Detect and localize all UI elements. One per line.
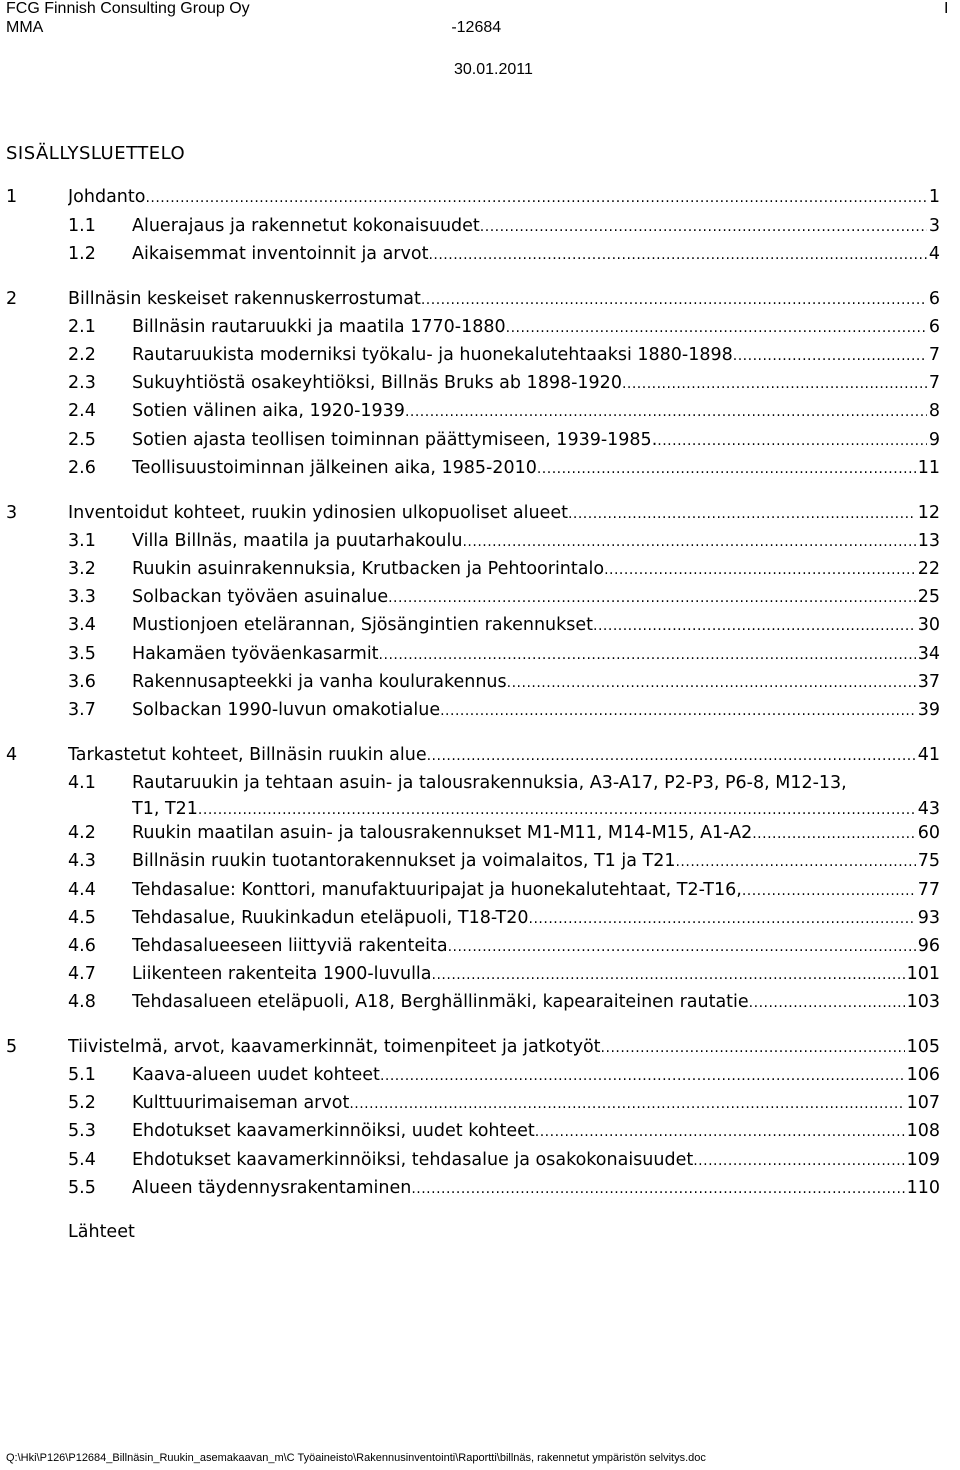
toc-entry-number: 2.5 (68, 430, 96, 450)
toc-section-entry[interactable] (0, 314, 960, 340)
toc-dot-leader (604, 557, 916, 583)
toc-page-number: 105 (906, 1037, 940, 1057)
toc-chapter-entry[interactable] (0, 500, 960, 526)
toc-dot-leader (529, 906, 916, 932)
toc-title: SISÄLLYSLUETTELO (6, 143, 186, 164)
toc-section-entry[interactable] (0, 697, 960, 723)
document-number: -12684 (451, 19, 502, 36)
toc-section-entry[interactable] (0, 1147, 960, 1173)
toc-entry-title: Rakennusapteekki ja vanha koulurakennus (132, 672, 507, 692)
toc-page-number: 6 (928, 289, 940, 309)
toc-page-number: 109 (906, 1150, 940, 1170)
toc-entry-number: 5.1 (68, 1065, 96, 1085)
toc-entry-title: Sotien ajasta teollisen toiminnan päättymiseen, 1939-1985. (132, 430, 658, 450)
toc-entry-title: Kaava-alueen uudet kohteet (132, 1065, 380, 1085)
toc-entry-title: Johdanto (68, 187, 146, 207)
toc-entry-title: Inventoidut kohteet, ruukin ydinosien ulkopuoliset alueet (68, 503, 568, 523)
references-heading: Lähteet (68, 1222, 135, 1242)
toc-dot-leader (749, 990, 905, 1016)
toc-dot-leader (421, 287, 927, 313)
footer-file-path: Q:\Hki\P126\P12684_Billnäsin_Ruukin_asemakaavan_m\C Työaineisto\Rakennusinventointi\Raportti\billnäs, rakennetut ympäristön selvitys.doc (6, 1452, 706, 1464)
toc-page-number: 25 (917, 587, 940, 607)
toc-entry-title: Ruukin asuinrakennuksia, Krutbacken ja Pehtoorintalo (132, 559, 605, 579)
toc-dot-leader (405, 399, 927, 425)
toc-dot-leader (733, 343, 927, 369)
toc-entry-title: Alueen täydennysrakentaminen (132, 1178, 412, 1198)
toc-page-number: 77 (917, 880, 940, 900)
toc-section-entry[interactable] (0, 427, 960, 453)
toc-entry-title: Liikenteen rakenteita 1900-luvulla (132, 964, 432, 984)
toc-entry-number: 4.8 (68, 992, 96, 1012)
toc-dot-leader (440, 698, 916, 724)
toc-dot-leader (428, 242, 926, 268)
toc-entry-title: T1, T21 (132, 799, 198, 819)
toc-entry-title: Ruukin maatilan asuin- ja talousrakennukset M1-M11, M14-M15, A1-A2 (132, 823, 753, 843)
toc-dot-leader (388, 585, 916, 611)
toc-entry-title: Tehdasalueen eteläpuoli, A18, Berghällinmäki, kapearaiteinen rautatie (132, 992, 749, 1012)
toc-entry-number: 4 (6, 745, 18, 765)
toc-dot-leader (752, 821, 916, 847)
toc-page-number: 41 (917, 745, 940, 765)
toc-dot-leader (535, 1119, 905, 1145)
toc-entry-number: 1.1 (68, 216, 96, 236)
toc-entry-number: 2.4 (68, 401, 96, 421)
toc-entry-title: Billnäsin keskeiset rakennuskerrostumat (68, 289, 421, 309)
toc-section-entry[interactable] (0, 877, 960, 903)
toc-section-entry[interactable] (0, 612, 960, 638)
toc-page-number: 13 (917, 531, 940, 551)
toc-entry-number: 2 (6, 289, 18, 309)
toc-page-number: 101 (906, 964, 940, 984)
toc-entry-title: Ehdotukset kaavamerkinnöiksi, tehdasalue ja osakokonaisuudet (132, 1150, 694, 1170)
toc-page-number: 75 (917, 851, 940, 871)
toc-page-number: 106 (906, 1065, 940, 1085)
toc-entry-title: Ehdotukset kaavamerkinnöiksi, uudet kohteet (132, 1121, 535, 1141)
toc-entry-number: 4.6 (68, 936, 96, 956)
toc-entry-title: Tarkastetut kohteet, Billnäsin ruukin alue (68, 745, 427, 765)
toc-dot-leader (145, 185, 926, 211)
toc-dot-leader (432, 962, 905, 988)
toc-entry-title: Billnäsin rautaruukki ja maatila 1770-1880 (132, 317, 506, 337)
toc-dot-leader (349, 1091, 904, 1117)
toc-section-entry[interactable] (0, 528, 960, 554)
toc-chapter-entry[interactable] (0, 184, 960, 210)
toc-entry-number: 4.7 (68, 964, 96, 984)
toc-dot-leader (601, 1035, 905, 1061)
toc-dot-leader (593, 613, 916, 639)
toc-entry-title: Sukuyhtiöstä osakeyhtiöksi, Billnäs Bruks ab 1898-1920 (132, 373, 622, 393)
toc-entry-number: 3.2 (68, 559, 96, 579)
toc-entry-number: 4.5 (68, 908, 96, 928)
toc-dot-leader (622, 371, 927, 397)
toc-page-number: 7 (928, 345, 940, 365)
toc-page-number: 96 (917, 936, 940, 956)
toc-entry-title: Aikaisemmat inventoinnit ja arvot (132, 244, 429, 264)
toc-entry-number: 3.7 (68, 700, 96, 720)
toc-entry-title: Mustionjoen etelärannan, Sjösängintien rakennukset (132, 615, 594, 635)
toc-section-entry[interactable] (0, 370, 960, 396)
document-date: 30.01.2011 (454, 61, 533, 78)
toc-entry-title: Kulttuurimaiseman arvot (132, 1093, 350, 1113)
toc-section-entry[interactable] (0, 584, 960, 610)
toc-chapter-entry[interactable] (0, 742, 960, 768)
toc-page-number: 1 (928, 187, 940, 207)
toc-entry-number: 2.1 (68, 317, 96, 337)
toc-entry-number: 5.4 (68, 1150, 96, 1170)
toc-section-entry[interactable] (0, 241, 960, 267)
toc-entry-number: 3.1 (68, 531, 96, 551)
toc-dot-leader (462, 529, 915, 555)
toc-page-number: 43 (917, 799, 940, 819)
toc-section-entry[interactable] (0, 770, 960, 822)
toc-dot-leader (657, 428, 927, 454)
toc-entry-title: Solbackan 1990-luvun omakotialue (132, 700, 441, 720)
toc-entry-number: 5 (6, 1037, 18, 1057)
toc-entry-number: 2.2 (68, 345, 96, 365)
toc-dot-leader (448, 934, 916, 960)
toc-page-number: 7 (928, 373, 940, 393)
toc-entry-number: 1.2 (68, 244, 96, 264)
toc-page-number: 39 (917, 700, 940, 720)
toc-section-entry[interactable] (0, 342, 960, 368)
toc-entry-number: 3.4 (68, 615, 96, 635)
page-header (0, 0, 960, 90)
toc-dot-leader (537, 456, 916, 482)
toc-page-number: 108 (906, 1121, 940, 1141)
toc-section-entry[interactable] (0, 1062, 960, 1088)
toc-dot-leader (427, 743, 916, 769)
toc-page-number: 9 (928, 430, 940, 450)
toc-page-number: 3 (928, 216, 940, 236)
toc-page-number: 22 (917, 559, 940, 579)
toc-page-number: 4 (928, 244, 940, 264)
toc-entry-number: 3.6 (68, 672, 96, 692)
toc-page-number: 103 (906, 992, 940, 1012)
toc-section-entry[interactable] (0, 848, 960, 874)
toc-section-entry[interactable] (0, 905, 960, 931)
toc-dot-leader (379, 642, 916, 668)
toc-page-number: 8 (928, 401, 940, 421)
toc-dot-leader (568, 501, 916, 527)
toc-section-entry[interactable] (0, 989, 960, 1015)
toc-section-entry[interactable] (0, 1175, 960, 1201)
toc-page-number: 6 (928, 317, 940, 337)
toc-chapter-entry[interactable] (0, 1034, 960, 1060)
toc-dot-leader (742, 878, 916, 904)
toc-entry-title: Tehdasalueeseen liittyviä rakenteita (132, 936, 448, 956)
toc-section-entry[interactable] (0, 961, 960, 987)
toc-entry-number: 5.2 (68, 1093, 96, 1113)
toc-entry-title: Solbackan työväen asuinalue (132, 587, 389, 607)
toc-entry-title: Hakamäen työväenkasarmit (132, 644, 379, 664)
toc-page-number: 107 (906, 1093, 940, 1113)
toc-section-entry[interactable] (0, 820, 960, 846)
toc-page-number: 37 (917, 672, 940, 692)
toc-entry-number: 3.3 (68, 587, 96, 607)
toc-chapter-entry[interactable] (0, 286, 960, 312)
page-mark: I (944, 0, 949, 17)
toc-page-number: 110 (906, 1178, 940, 1198)
toc-entry-number: 4.2 (68, 823, 96, 843)
toc-section-entry[interactable] (0, 641, 960, 667)
toc-section-entry[interactable] (0, 933, 960, 959)
toc-section-entry[interactable] (0, 1118, 960, 1144)
toc-entry-number: 4.4 (68, 880, 96, 900)
toc-entry-title: Tiivistelmä, arvot, kaavamerkinnät, toimenpiteet ja jatkotyöt (68, 1037, 601, 1057)
toc-dot-leader (411, 1176, 904, 1202)
toc-page-number: 30 (917, 615, 940, 635)
toc-entry-number: 5.5 (68, 1178, 96, 1198)
document-code (6, 19, 501, 37)
toc-entry-number: 3.5 (68, 644, 96, 664)
toc-page-number: 34 (917, 644, 940, 664)
toc-dot-leader (693, 1148, 904, 1174)
toc-page-number: 60 (917, 823, 940, 843)
toc-entry-number: 2.3 (68, 373, 96, 393)
toc-section-entry[interactable] (0, 398, 960, 424)
company-name: FCG Finnish Consulting Group Oy (6, 0, 250, 17)
toc-page-number: 93 (917, 908, 940, 928)
toc-section-entry[interactable] (0, 556, 960, 582)
toc-section-entry[interactable] (0, 1090, 960, 1116)
toc-entry-title: Aluerajaus ja rakennetut kokonaisuudet (132, 216, 480, 236)
toc-entry-title: Villa Billnäs, maatila ja puutarhakoulu (132, 531, 463, 551)
toc-entry-number: 4.3 (68, 851, 96, 871)
toc-entry-number: 4.1 (68, 773, 96, 793)
toc-entry-title: Teollisuustoiminnan jälkeinen aika, 1985-2010 (132, 458, 537, 478)
document-prefix: MMA (6, 19, 44, 36)
toc-dot-leader (506, 315, 927, 341)
toc-page-number: 12 (917, 503, 940, 523)
toc-entry-title-line1: Rautaruukin ja tehtaan asuin- ja talousrakennuksia, A3-A17, P2-P3, P6-8, M12-13, (132, 773, 847, 793)
toc-dot-leader (380, 1063, 905, 1089)
toc-dot-leader (675, 849, 915, 875)
toc-entry-number: 3 (6, 503, 18, 523)
toc-entry-title: Tehdasalue, Ruukinkadun eteläpuoli, T18-T20 (132, 908, 529, 928)
toc-dot-leader (480, 214, 927, 240)
toc-section-entry[interactable] (0, 669, 960, 695)
toc-entry-title: Sotien välinen aika, 1920-1939 (132, 401, 405, 421)
toc-entry-title: Billnäsin ruukin tuotantorakennukset ja voimalaitos, T1 ja T21 (132, 851, 676, 871)
toc-section-entry[interactable] (0, 213, 960, 239)
toc-entry-title: Rautaruukista moderniksi työkalu- ja huonekalutehtaaksi 1880-1898 (132, 345, 733, 365)
toc-page-number: 11 (917, 458, 940, 478)
toc-entry-title: Tehdasalue: Konttori, manufaktuuripajat ja huonekalutehtaat, T2-T16, (132, 880, 742, 900)
toc-entry-number: 1 (6, 187, 18, 207)
toc-entry-number: 2.6 (68, 458, 96, 478)
toc-section-entry[interactable] (0, 455, 960, 481)
toc-dot-leader (507, 670, 916, 696)
toc-entry-number: 5.3 (68, 1121, 96, 1141)
